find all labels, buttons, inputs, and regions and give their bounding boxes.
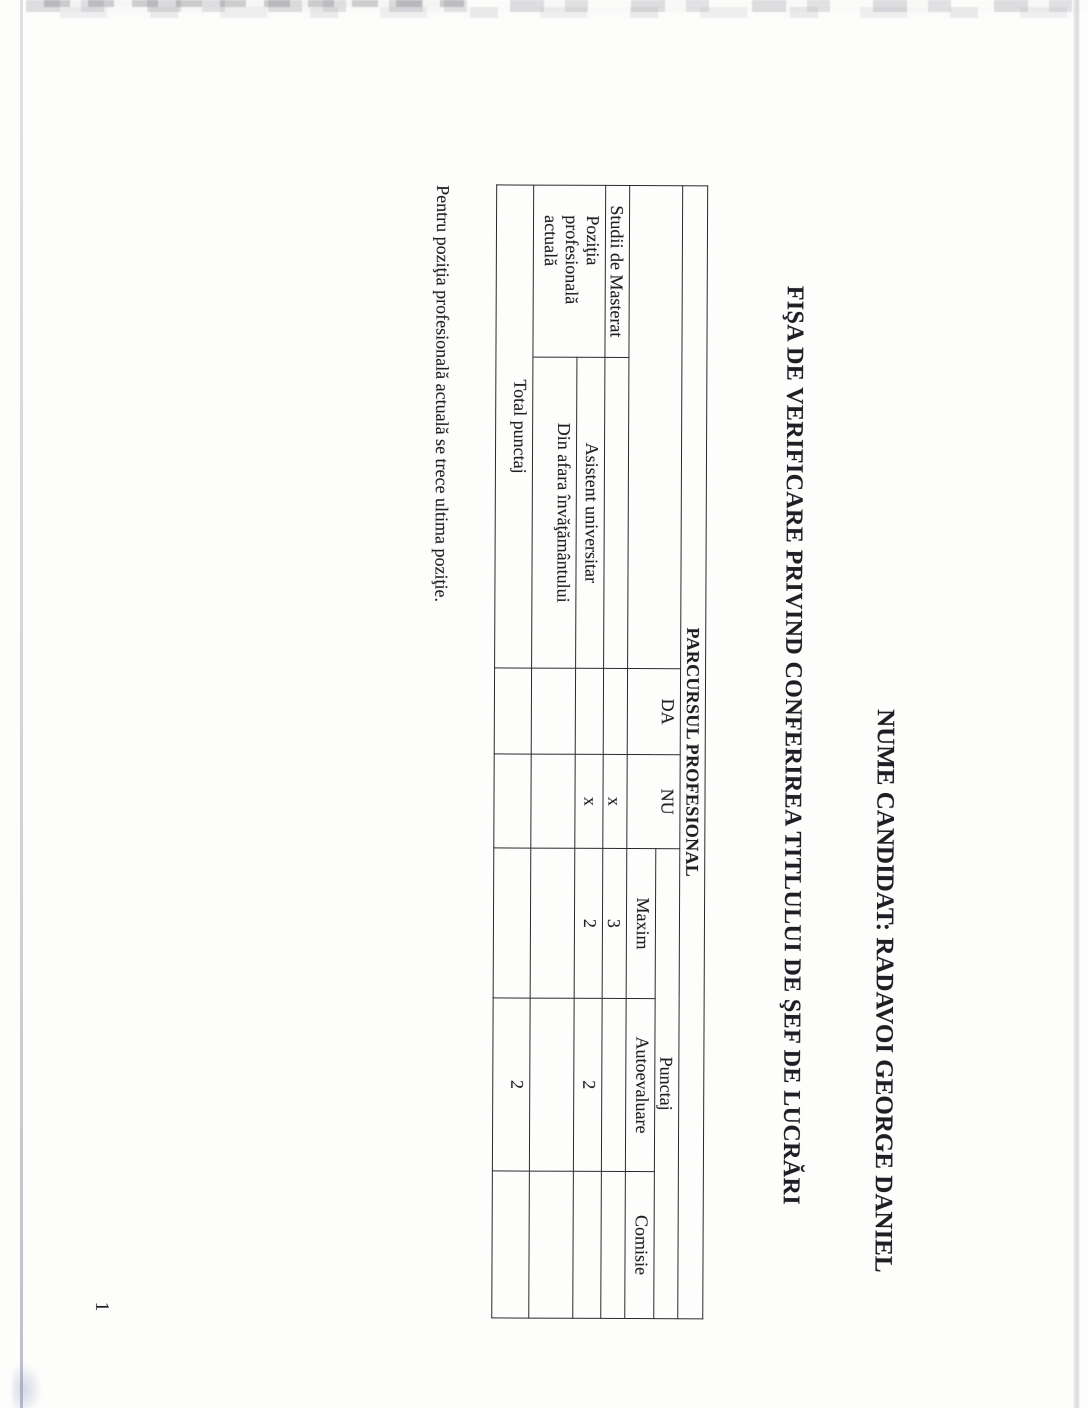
- cell-dinafara-nu: [531, 754, 575, 848]
- cell-pozitia-comisie: [573, 1171, 602, 1318]
- cell-total-maxim: [493, 848, 531, 998]
- document-title: FIŞA DE VERIFICARE PRIVIND CONFERIREA TITLULUI DE ŞEF DE LUCRĂRI: [777, 285, 808, 1206]
- col-header-da: DA: [627, 669, 680, 755]
- table-row-pozitia-1: [573, 185, 606, 1318]
- cell-studii-maxim: 3: [602, 848, 627, 998]
- sub-option-din-afara: Din afara învăţământului: [532, 357, 577, 668]
- candidate-name-line: NUME CANDIDAT: RADAVOI GEORGE DANIEL: [869, 709, 899, 1273]
- row-label-total: Total punctaj: [495, 185, 534, 668]
- scan-artifact-bottom-smudge: [12, 1362, 42, 1408]
- col-header-autoevaluare: Autoevaluare: [625, 998, 655, 1171]
- footnote: Pentru poziţia profesională actuală se trece ultima poziţie.: [431, 185, 454, 603]
- cell-pozitia-da: [575, 668, 603, 754]
- cell-total-da: [494, 668, 531, 754]
- scan-artifact-top-edge-2: [60, 7, 1080, 18]
- cell-pozitia-maxim: 2: [574, 848, 603, 998]
- col-header-maxim: Maxim: [626, 849, 656, 999]
- cell-studii-nu: x: [603, 754, 627, 848]
- scan-artifact-top-dashes: [44, 0, 464, 7]
- cell-pozitia-autoevaluare: 2: [573, 998, 602, 1171]
- cell-dinafara-autoevaluare: [529, 998, 574, 1171]
- score-table: [491, 184, 708, 1319]
- cell-total-comisie: [492, 1171, 530, 1318]
- cell-studii-comisie: [601, 1171, 626, 1318]
- table-title-parcursul: PARCURSUL PROFESIONAL: [678, 186, 708, 1319]
- table-row-total: [492, 185, 534, 1318]
- cell-studii-sub: [604, 357, 629, 668]
- scan-artifact-left-edge: [20, 0, 23, 1408]
- cell-dinafara-maxim: [530, 848, 575, 998]
- row-label-pozitia: [533, 185, 606, 357]
- scan-artifact-right-edge: [1073, 0, 1080, 1408]
- col-header-nu: NU: [627, 755, 680, 849]
- col-header-comisie: Comisie: [625, 1171, 655, 1318]
- corner-empty-cell: [628, 186, 683, 669]
- table-row-studii: [601, 185, 630, 1318]
- cell-total-autoevaluare: 2: [492, 998, 530, 1171]
- cell-dinafara-da: [531, 668, 575, 754]
- cell-total-nu: [494, 754, 531, 848]
- row-label-pozitia-text: Poziţia profesională actuală: [540, 215, 604, 305]
- page-number: 1: [91, 1301, 113, 1312]
- cell-studii-da: [603, 668, 627, 754]
- col-header-punctaj: Punctaj: [654, 849, 680, 1319]
- row-label-studii: Studii de Masterat: [605, 185, 630, 357]
- cell-studii-autoevaluare: [601, 998, 626, 1171]
- cell-pozitia-nu: x: [575, 754, 603, 848]
- sub-option-asistent: Asistent universitar: [576, 357, 605, 668]
- cell-dinafara-comisie: [529, 1171, 574, 1318]
